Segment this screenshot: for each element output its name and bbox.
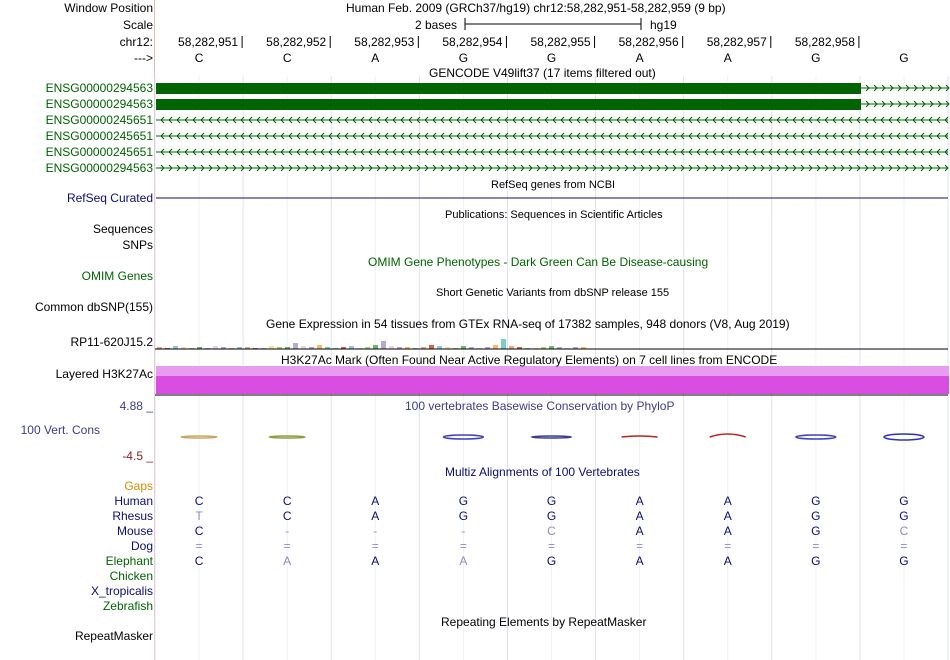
- rmsk-label[interactable]: RepeatMasker: [74, 629, 153, 643]
- multiz-base: C: [282, 494, 292, 508]
- strand-base: G: [546, 51, 557, 65]
- gtex-tissue-bar: [381, 341, 386, 349]
- multiz-base: =: [371, 539, 379, 553]
- gtex-tissue-bar: [501, 339, 506, 349]
- strand-base: G: [458, 51, 469, 65]
- multiz-base: T: [195, 509, 203, 523]
- strand-base: G: [899, 51, 909, 65]
- multiz-base: A: [723, 509, 732, 523]
- multiz-base: C: [547, 524, 556, 538]
- gencode-item-label[interactable]: ENSG00000245651: [45, 145, 153, 159]
- multiz-base: -: [373, 524, 378, 538]
- chrom-tick-label: 58,282,954: [442, 35, 503, 49]
- multiz-species-label[interactable]: Chicken: [109, 569, 153, 583]
- multiz-species-label[interactable]: Rhesus: [112, 509, 153, 523]
- multiz-base: A: [371, 494, 380, 508]
- gencode-title: GENCODE V49lift37 (17 items filtered out): [429, 66, 656, 80]
- h3k27ac-layer: [156, 366, 949, 376]
- multiz-species-label[interactable]: Mouse: [116, 524, 153, 538]
- pubs-snps-label[interactable]: SNPs: [122, 238, 153, 252]
- scale-bar-text: 2 bases: [415, 18, 458, 32]
- rmsk-title: Repeating Elements by RepeatMasker: [441, 615, 647, 629]
- multiz-base: =: [724, 539, 732, 553]
- position-text: Human Feb. 2009 (GRCh37/hg19) chr12:58,282,951-58,282,959 (9 bp): [346, 1, 726, 15]
- multiz-title: Multiz Alignments of 100 Vertebrates: [445, 465, 640, 479]
- chrom-tick-label: 58,282,958: [794, 35, 855, 49]
- chrom-tick-label: 58,282,956: [618, 35, 679, 49]
- strand-base: A: [723, 51, 732, 65]
- chrom-tick-label: 58,282,955: [530, 35, 591, 49]
- refseq-label[interactable]: RefSeq Curated: [66, 191, 153, 205]
- cons-title: 100 vertebrates Basewise Conservation by PhyloP: [405, 399, 675, 413]
- omim-label[interactable]: OMIM Genes: [81, 269, 153, 283]
- multiz-base: G: [546, 509, 557, 523]
- gencode-item-label[interactable]: ENSG00000245651: [45, 129, 153, 143]
- multiz-base: C: [194, 524, 204, 538]
- omim-title: OMIM Gene Phenotypes - Dark Green Can Be Disease-causing: [368, 255, 709, 269]
- multiz-base: =: [812, 539, 820, 553]
- multiz-base: G: [458, 509, 469, 523]
- multiz-base: G: [546, 554, 557, 568]
- gtex-tissue-bar: [317, 345, 322, 349]
- multiz-species-label[interactable]: Zebrafish: [102, 599, 153, 613]
- multiz-base: G: [458, 494, 469, 508]
- gtex-tissue-bar: [493, 345, 498, 349]
- gencode-item-label[interactable]: ENSG00000245651: [45, 113, 153, 127]
- chrom-tick-label: 58,282,953: [354, 35, 415, 49]
- cons-max-label: 4.88 _: [119, 399, 153, 413]
- cons-label[interactable]: 100 Vert. Cons: [20, 423, 100, 437]
- pubs-sequences-label[interactable]: Sequences: [92, 222, 153, 236]
- multiz-base: A: [371, 554, 380, 568]
- strand-base: C: [194, 51, 204, 65]
- strand-label[interactable]: --->: [134, 51, 153, 65]
- multiz-base: A: [635, 494, 644, 508]
- multiz-base: G: [546, 494, 557, 508]
- multiz-base: G: [811, 554, 821, 568]
- scale-label[interactable]: Scale: [122, 18, 153, 32]
- gencode-item-label[interactable]: ENSG00000294563: [45, 97, 153, 111]
- dbsnp-label[interactable]: Common dbSNP(155): [34, 300, 153, 314]
- gtex-title: Gene Expression in 54 tissues from GTEx RNA-seq of 17382 samples, 948 donors (V8, Aug 2019): [266, 317, 790, 331]
- gtex-tissue-bar: [293, 343, 298, 349]
- multiz-base: A: [723, 524, 732, 538]
- chrom-label[interactable]: chr12:: [119, 35, 153, 49]
- chrom-tick-label: 58,282,951: [178, 35, 239, 49]
- multiz-base: G: [811, 524, 821, 538]
- multiz-base: C: [282, 509, 292, 523]
- multiz-species-label[interactable]: Human: [114, 494, 153, 508]
- multiz-base: -: [285, 524, 290, 538]
- multiz-base: G: [899, 554, 909, 568]
- multiz-base: C: [194, 554, 204, 568]
- multiz-species-label[interactable]: Dog: [130, 539, 153, 553]
- multiz-base: G: [811, 509, 821, 523]
- gtex-label[interactable]: RP11-620J15.2: [70, 335, 153, 349]
- window-position-label[interactable]: Window Position: [64, 1, 153, 15]
- multiz-base: A: [459, 554, 468, 568]
- cons-min-label: -4.5 _: [122, 449, 153, 463]
- refseq-title: RefSeq genes from NCBI: [491, 179, 616, 191]
- chrom-tick-label: 58,282,952: [266, 35, 327, 49]
- scale-assembly: hg19: [650, 18, 677, 32]
- chrom-tick-label: 58,282,957: [706, 35, 767, 49]
- multiz-base: -: [461, 524, 466, 538]
- gencode-item-label[interactable]: ENSG00000294563: [45, 81, 153, 95]
- h3k27ac-label[interactable]: Layered H3K27Ac: [55, 367, 153, 381]
- multiz-base: C: [899, 524, 909, 538]
- multiz-base: G: [811, 494, 821, 508]
- gencode-exon-block: [156, 99, 861, 110]
- multiz-base: =: [195, 539, 203, 553]
- gencode-exon-block: [156, 83, 861, 94]
- multiz-base: A: [283, 554, 292, 568]
- multiz-base: =: [900, 539, 908, 553]
- gtex-tissue-bar: [429, 345, 434, 349]
- multiz-base: G: [899, 494, 909, 508]
- gencode-item-label[interactable]: ENSG00000294563: [45, 161, 153, 175]
- strand-base: G: [811, 51, 821, 65]
- dbsnp-title: Short Genetic Variants from dbSNP release 155: [436, 287, 670, 299]
- gaps-label[interactable]: Gaps: [124, 479, 153, 493]
- multiz-species-label[interactable]: Elephant: [105, 554, 153, 568]
- multiz-base: A: [635, 554, 644, 568]
- multiz-base: =: [547, 539, 555, 553]
- strand-base: A: [635, 51, 644, 65]
- multiz-base: G: [899, 509, 909, 523]
- multiz-base: A: [723, 494, 732, 508]
- multiz-base: A: [371, 509, 380, 523]
- multiz-base: A: [635, 524, 644, 538]
- strand-base: A: [371, 51, 380, 65]
- multiz-base: =: [283, 539, 291, 553]
- h3k27ac-title: H3K27Ac Mark (Often Found Near Active Regulatory Elements) on 7 cell lines from ENCODE: [281, 353, 778, 367]
- multiz-base: =: [459, 539, 467, 553]
- strand-base: C: [282, 51, 292, 65]
- multiz-base: =: [636, 539, 644, 553]
- multiz-base: C: [194, 494, 204, 508]
- multiz-species-label[interactable]: X_tropicalis: [90, 584, 153, 598]
- multiz-base: A: [635, 509, 644, 523]
- gtex-tissue-bar: [373, 345, 378, 349]
- pubs-title: Publications: Sequences in Scientific Articles: [445, 209, 663, 221]
- multiz-base: A: [723, 554, 732, 568]
